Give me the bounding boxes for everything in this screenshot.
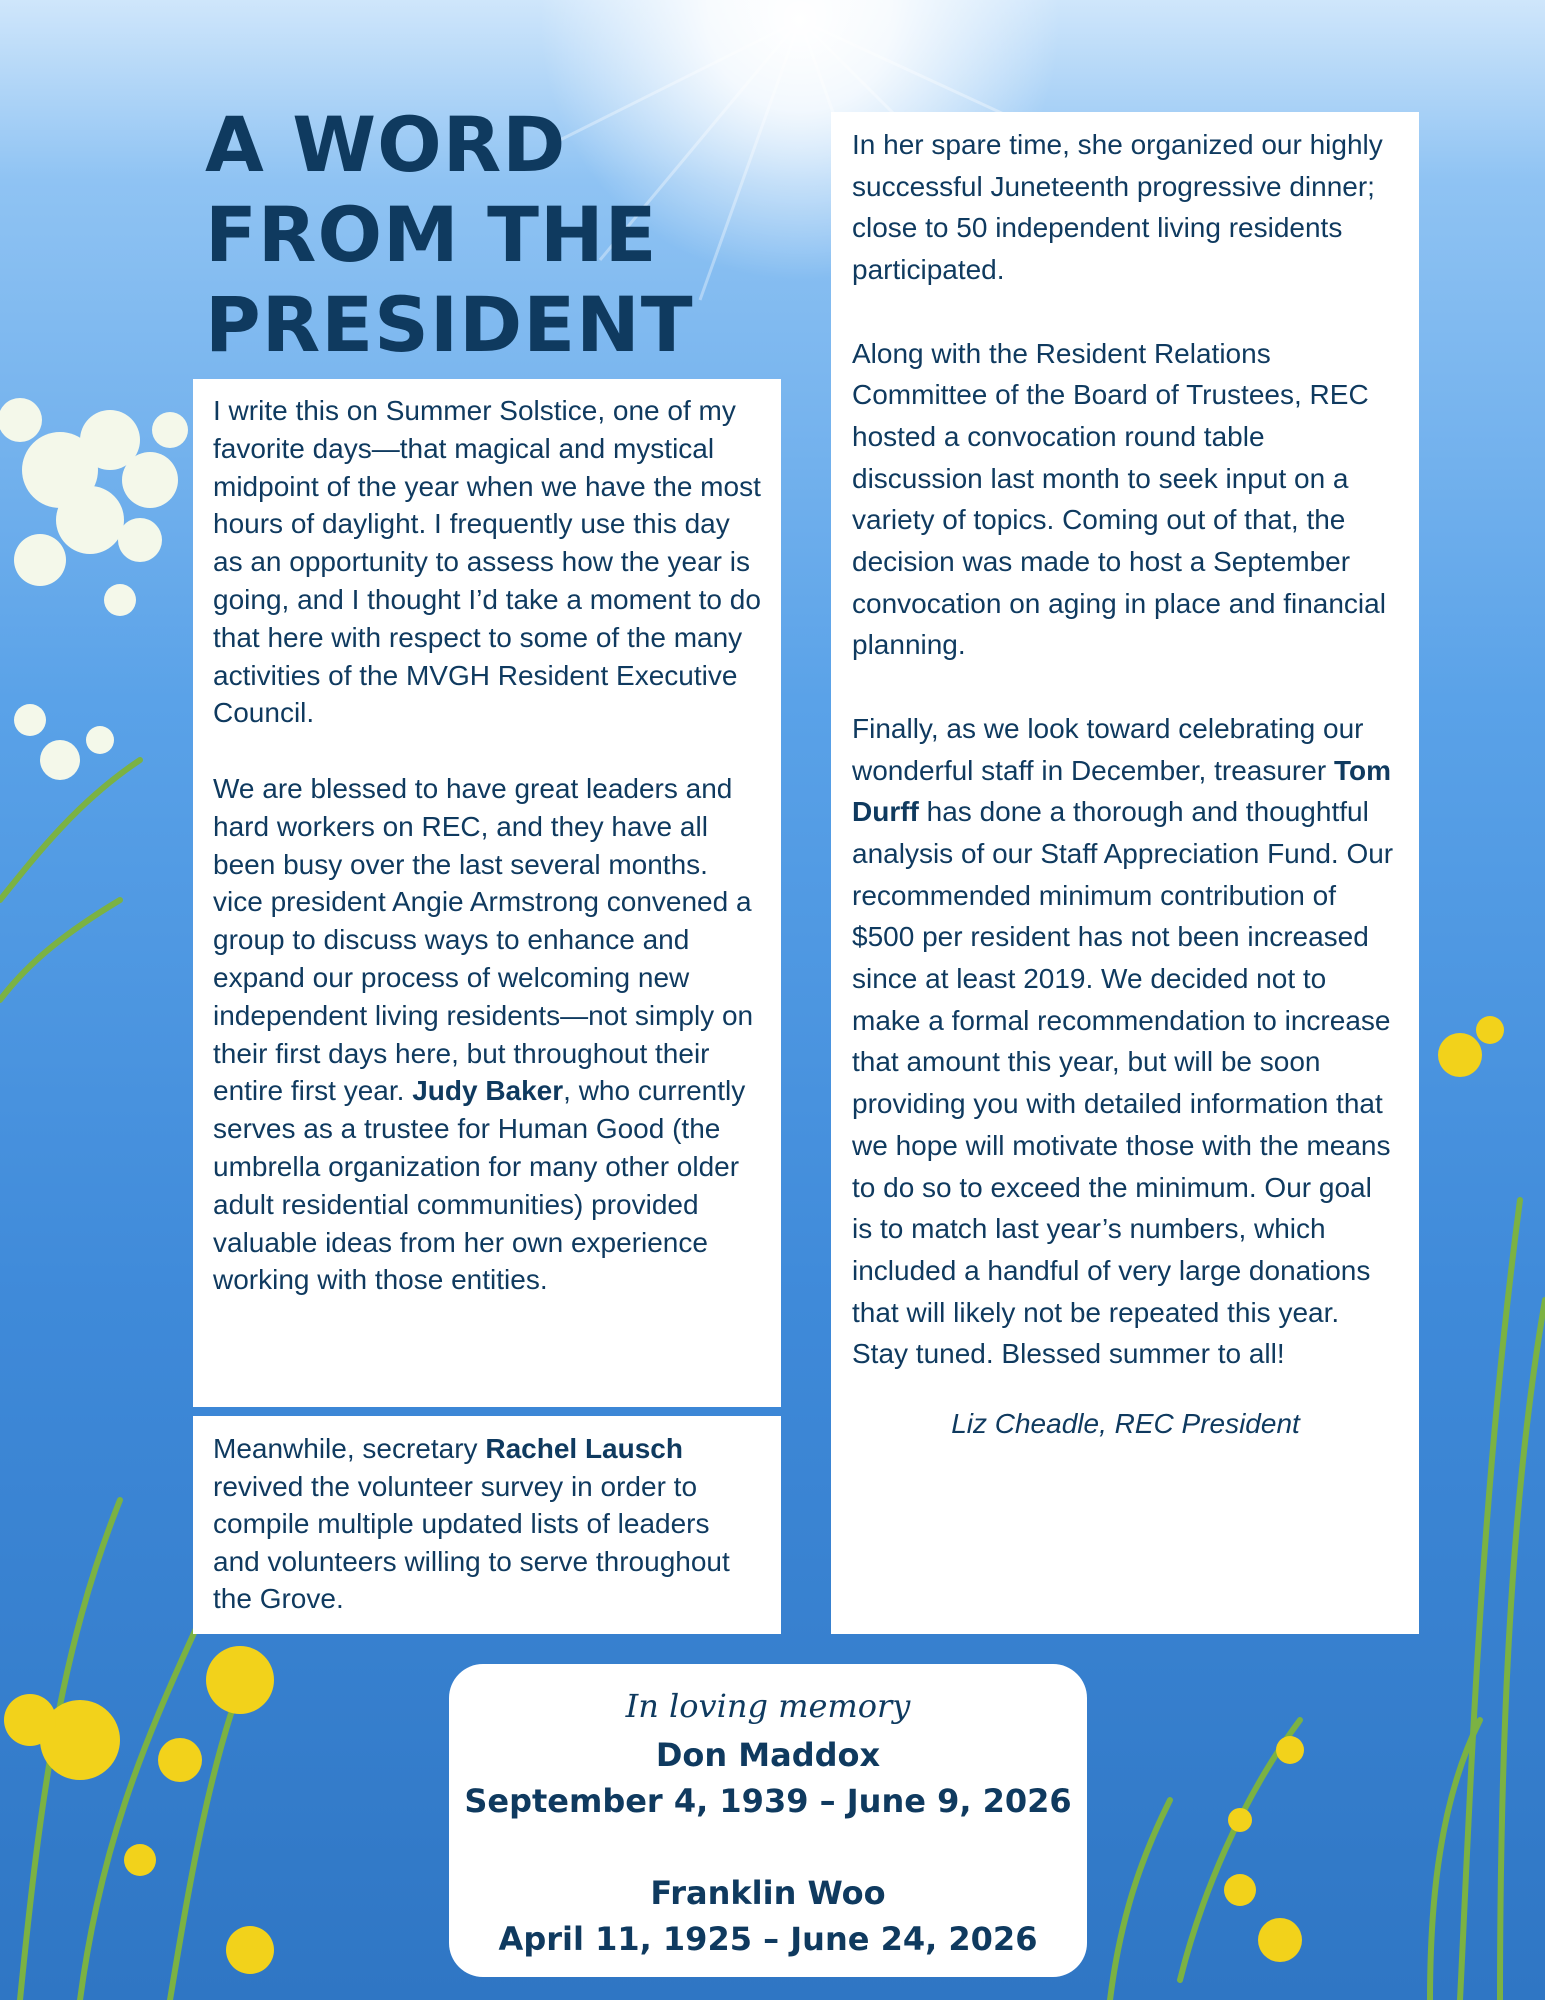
name-tom-durff: Tom Durff (852, 754, 1391, 828)
left-paragraph-2-text-cont: , who currently serves as a trustee for Human Good (the umbrella organization for many other older adult residential communities) provided valuable ideas from her own experience working with those entities. (213, 1075, 746, 1296)
title-line-1: A WORD (205, 100, 567, 189)
right-paragraph-3 (852, 708, 1399, 1375)
memorial-name-2: Franklin Woo (650, 1874, 886, 1912)
memorial-dates-2: April 11, 1925 – June 24, 2026 (498, 1920, 1038, 1958)
title-line-2: FROM THE (205, 190, 658, 279)
memorial-heading: In loving memory (625, 1687, 911, 1725)
right-paragraph-1: In her spare time, she organized our highly successful Juneteenth progressive dinner; close to 50 independent living residents participated. (852, 129, 1383, 286)
memorial-name-1: Don Maddox (655, 1736, 881, 1774)
left-paragraph-3-text: Meanwhile, secretary (213, 1433, 486, 1464)
memorial-dates-1: September 4, 1939 – June 9, 2026 (464, 1782, 1072, 1820)
memorial-spacer (449, 1824, 1087, 1864)
signature: Liz Cheadle, REC President (951, 1408, 1300, 1440)
left-paragraph-2 (213, 770, 761, 1299)
memorial-box (449, 1664, 1087, 1977)
name-rachel-lausch: Rachel Lausch (485, 1433, 683, 1464)
right-paragraph-3-text: Finally, as we look toward celebrating our wonderful staff in December, treasurer (852, 712, 1364, 786)
right-paragraph-3-text-cont: has done a thorough and thoughtful analysis of our Staff Appreciation Fund. Our recommended minimum contribution of $500 per resident has not been increased since at least 2019. We decided not to make a formal recommendation to increase that amount this year, but will be soon providing you with detailed information that we hope will motivate those with the means to do so to exceed the minimum. Our goal is to match last year’s numbers, which included a handful of very large donations that will likely not be repeated this year. Stay tuned. Blessed summer to all! (852, 796, 1394, 1370)
name-judy-baker: Judy Baker (412, 1075, 564, 1107)
white-lace-flowers (0, 398, 188, 780)
right-paragraph-2: Along with the Resident Relations Committee of the Board of Trustees, REC hosted a convocation round table discussion last month to seek input on a variety of topics. Coming out of that, the decision was made to host a September convocation on aging in place and financial planning. (852, 337, 1386, 661)
left-paragraph-1: I write this on Summer Solstice, one of my favorite days—that magical and mystical midpoint of the year when we have the most hours of daylight. I frequently use this day as an opportunity to assess how the year is going, and I thought I’d take a moment to do that here with respect to some of the many activities of the MVGH Resident Executive Council. (213, 395, 761, 729)
left-paragraph-3 (213, 1430, 761, 1618)
left-column-bottom-panel (193, 1416, 781, 1634)
page-title (205, 100, 694, 370)
left-paragraph-2-text: We are blessed to have great leaders and hard workers on REC, and they have all been busy over the last several months. vice president Angie Armstrong convened a group to discuss ways to enhance and expand our process of welcoming new independent living residents—not simply on their first days here, but throughout their entire first year. (213, 772, 754, 1107)
right-column-panel (831, 112, 1419, 1634)
title-line-3: PRESIDENT (205, 280, 694, 369)
left-column-top-panel (193, 379, 781, 1407)
left-paragraph-3-text-cont: revived the volunteer survey in order to compile multiple updated lists of leaders and volunteers willing to serve throughout the Grove. (213, 1470, 730, 1614)
